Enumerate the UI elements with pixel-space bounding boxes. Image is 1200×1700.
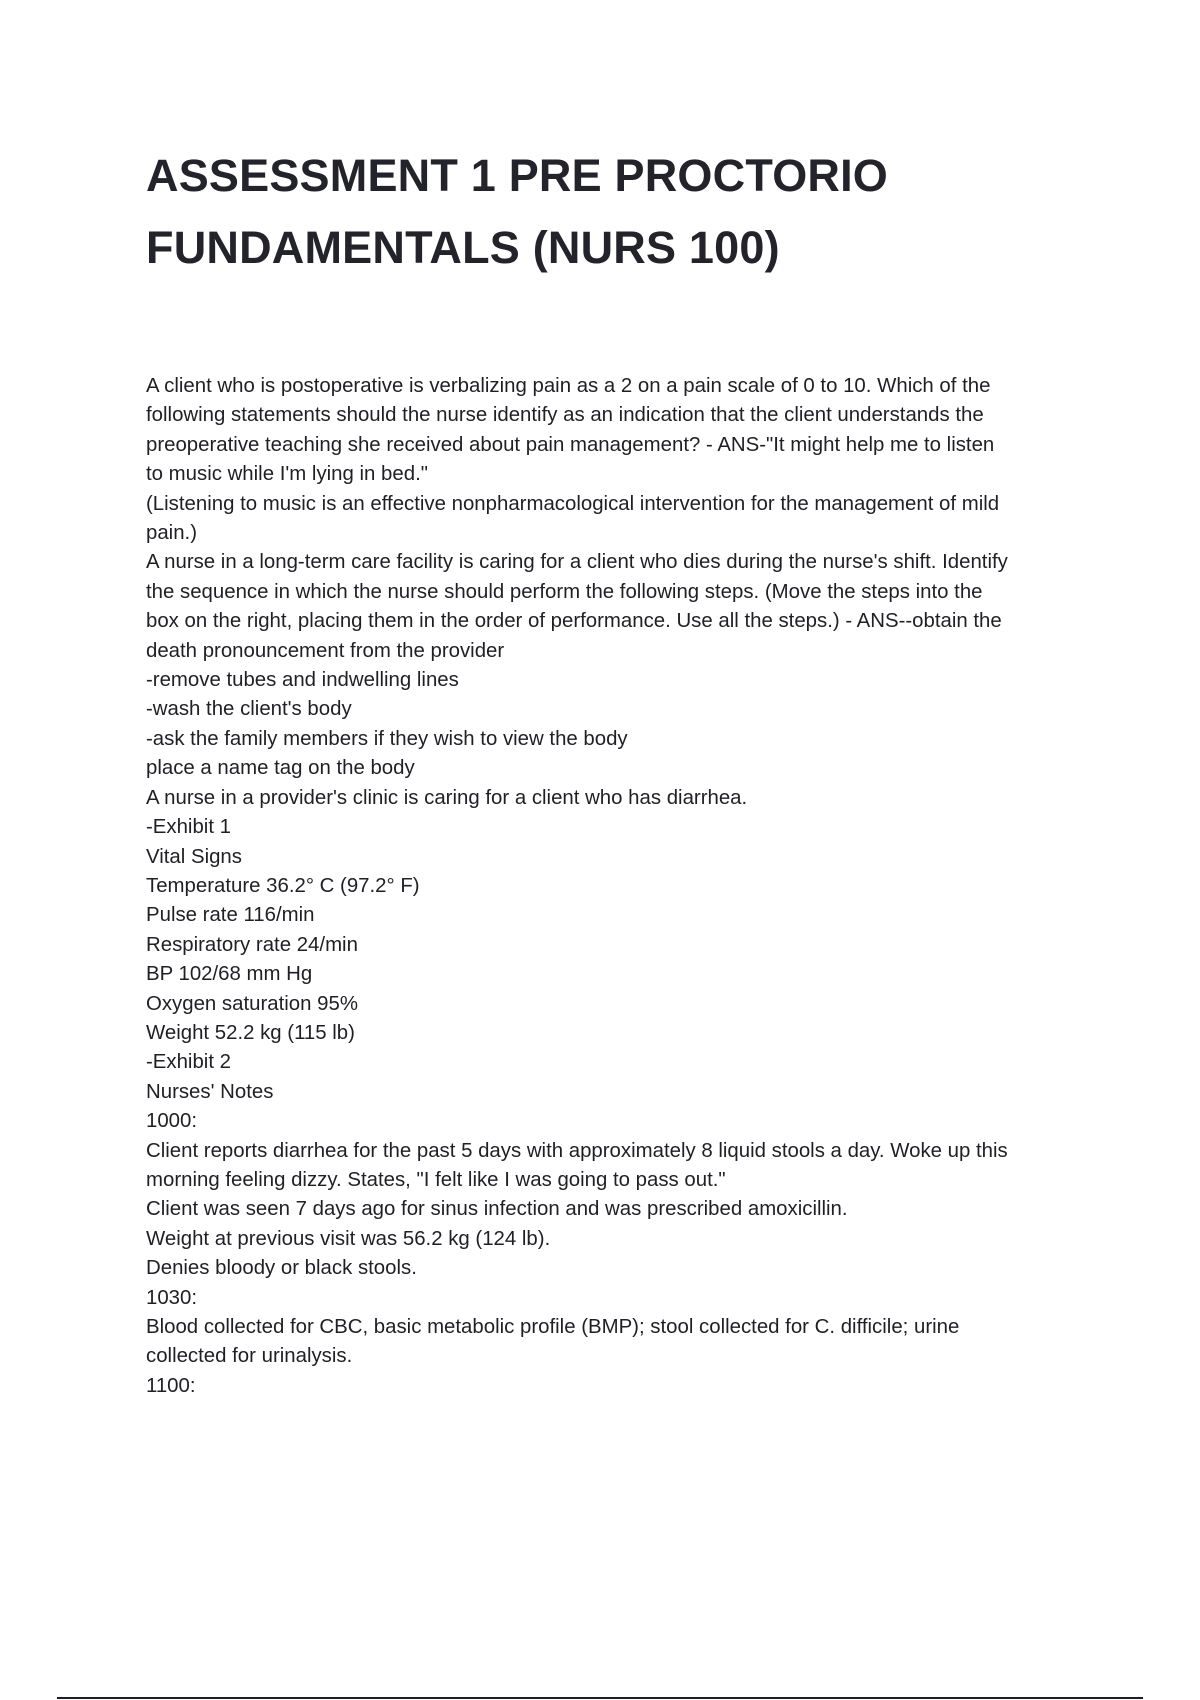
body-line: (Listening to music is an effective nonpharmacological intervention for the management of mild [146,492,1000,515]
body-line: the sequence in which the nurse should perform the following steps. (Move the steps into the [146,580,983,603]
body-line: A nurse in a long-term care facility is caring for a client who dies during the nurse's shift. Identify [146,551,1008,574]
body-line: A nurse in a provider's clinic is caring for a client who has diarrhea. [146,786,748,809]
body-line: Respiratory rate 24/min [146,933,358,956]
title-line-2: FUNDAMENTALS (NURS 100) [146,222,780,273]
body-line: death pronouncement from the provider [146,639,505,662]
body-line: following statements should the nurse identify as an indication that the client understands the [146,404,984,427]
body-line: Client reports diarrhea for the past 5 days with approximately 8 liquid stools a day. Woke up this [146,1139,1008,1162]
body-line: morning feeling dizzy. States, "I felt like I was going to pass out." [146,1168,726,1191]
body-line: Temperature 36.2° C (97.2° F) [146,874,420,897]
body-line: box on the right, placing them in the order of performance. Use all the steps.) - ANS--obtain the [146,610,1002,633]
body-line: BP 102/68 mm Hg [146,963,313,986]
body-line: Weight at previous visit was 56.2 kg (124 lb). [146,1227,551,1250]
body-line: 1030: [146,1286,198,1309]
body-line: -Exhibit 2 [146,1051,231,1074]
body-line: place a name tag on the body [146,757,415,780]
body-line: pain.) [146,522,198,545]
body-line: Denies bloody or black stools. [146,1257,417,1280]
body-line: -Exhibit 1 [146,816,231,839]
body-line: 1000: [146,1110,198,1133]
body-line: collected for urinalysis. [146,1345,353,1368]
body-line: -ask the family members if they wish to view the body [146,727,628,750]
body-line: Pulse rate 116/min [146,904,315,927]
body-line: Nurses' Notes [146,1080,274,1103]
body-line: Client was seen 7 days ago for sinus infection and was prescribed amoxicillin. [146,1198,848,1221]
title-line-1: ASSESSMENT 1 PRE PROCTORIO [146,150,889,201]
body-line: Oxygen saturation 95% [146,992,358,1015]
body-line: -wash the client's body [146,698,352,721]
body-line: A client who is postoperative is verbalizing pain as a 2 on a pain scale of 0 to 10. Which of the [146,375,991,397]
body-line: to music while I'm lying in bed." [146,463,428,486]
body-line: Vital Signs [146,845,242,868]
body-line: Blood collected for CBC, basic metabolic profile (BMP); stool collected for C. difficile; urine [146,1316,960,1338]
document-body [146,372,1096,1401]
page-bottom-divider [57,1697,1143,1699]
document-title [146,140,1106,284]
body-line: 1100: [146,1374,196,1397]
body-line: Weight 52.2 kg (115 lb) [146,1021,355,1044]
body-line: -remove tubes and indwelling lines [146,669,459,692]
body-line: preoperative teaching she received about pain management? - ANS-"It might help me to listen [146,433,995,456]
